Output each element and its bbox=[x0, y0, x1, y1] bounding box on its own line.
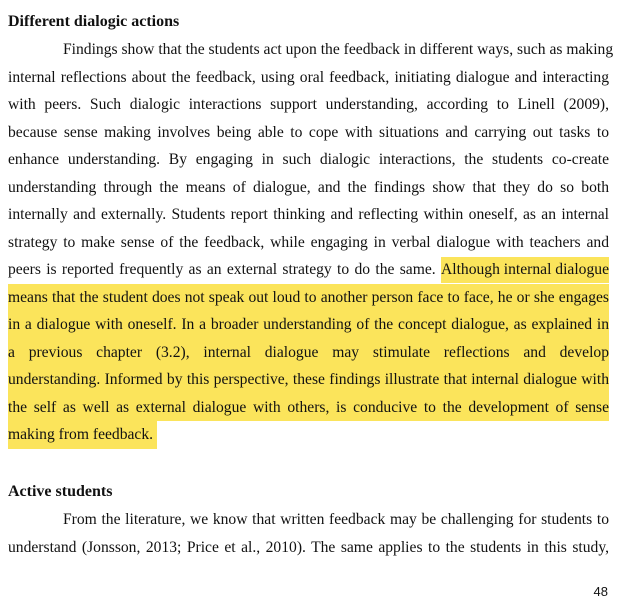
text-line: enhance understanding. By engaging in such dialogic interactions, the students co-create bbox=[8, 151, 609, 168]
text-line-mixed bbox=[8, 256, 609, 284]
paragraph-dialogic-actions bbox=[8, 36, 614, 449]
text-line: with peers. Such dialogic interactions support understanding, according to Linell (2009), bbox=[8, 96, 609, 113]
highlighted-text: Although internal dialogue bbox=[441, 257, 609, 283]
text-line: Findings show that the students act upon the feedback in different ways, such as making bbox=[63, 41, 614, 58]
text-line: because sense making involves being able to cope with situations and carrying out tasks to bbox=[8, 123, 609, 141]
text-line: internally and externally. Students report thinking and reflecting within oneself, as an internal bbox=[8, 206, 609, 223]
text-line: understanding through the means of dialogue, and the findings show that they do so both bbox=[8, 178, 609, 196]
highlighted-line: in a dialogue with oneself. In a broader understanding of the concept dialogue, as explained in bbox=[8, 311, 609, 339]
text-line: internal reflections about the feedback, using oral feedback, initiating dialogue and interacting bbox=[8, 68, 609, 86]
plain-text: peers is reported frequently as an external strategy to do the same. bbox=[8, 261, 441, 278]
page-number: 48 bbox=[593, 584, 608, 599]
highlighted-line: the self as well as external dialogue with others, is conducive to the development of sense bbox=[8, 394, 609, 422]
highlighted-line: understanding. Informed by this perspective, these findings illustrate that internal dialogue with bbox=[8, 366, 609, 394]
highlighted-line: means that the student does not speak out loud to another person face to face, he or she engages bbox=[8, 284, 609, 312]
highlighted-line: making from feedback. bbox=[8, 421, 157, 449]
text-line: understand (Jonsson, 2013; Price et al., 2010). The same applies to the students in this study, bbox=[8, 538, 609, 556]
text-line: From the literature, we know that written feedback may be challenging for students to bbox=[63, 511, 609, 528]
section-heading: Active students bbox=[8, 483, 113, 500]
text-line: strategy to make sense of the feedback, while engaging in verbal dialogue with teachers and bbox=[8, 233, 609, 251]
highlighted-line: a previous chapter (3.2), internal dialogue may stimulate reflections and develop bbox=[8, 339, 609, 367]
paragraph-active-students bbox=[8, 506, 609, 561]
section-heading: Different dialogic actions bbox=[8, 13, 180, 30]
